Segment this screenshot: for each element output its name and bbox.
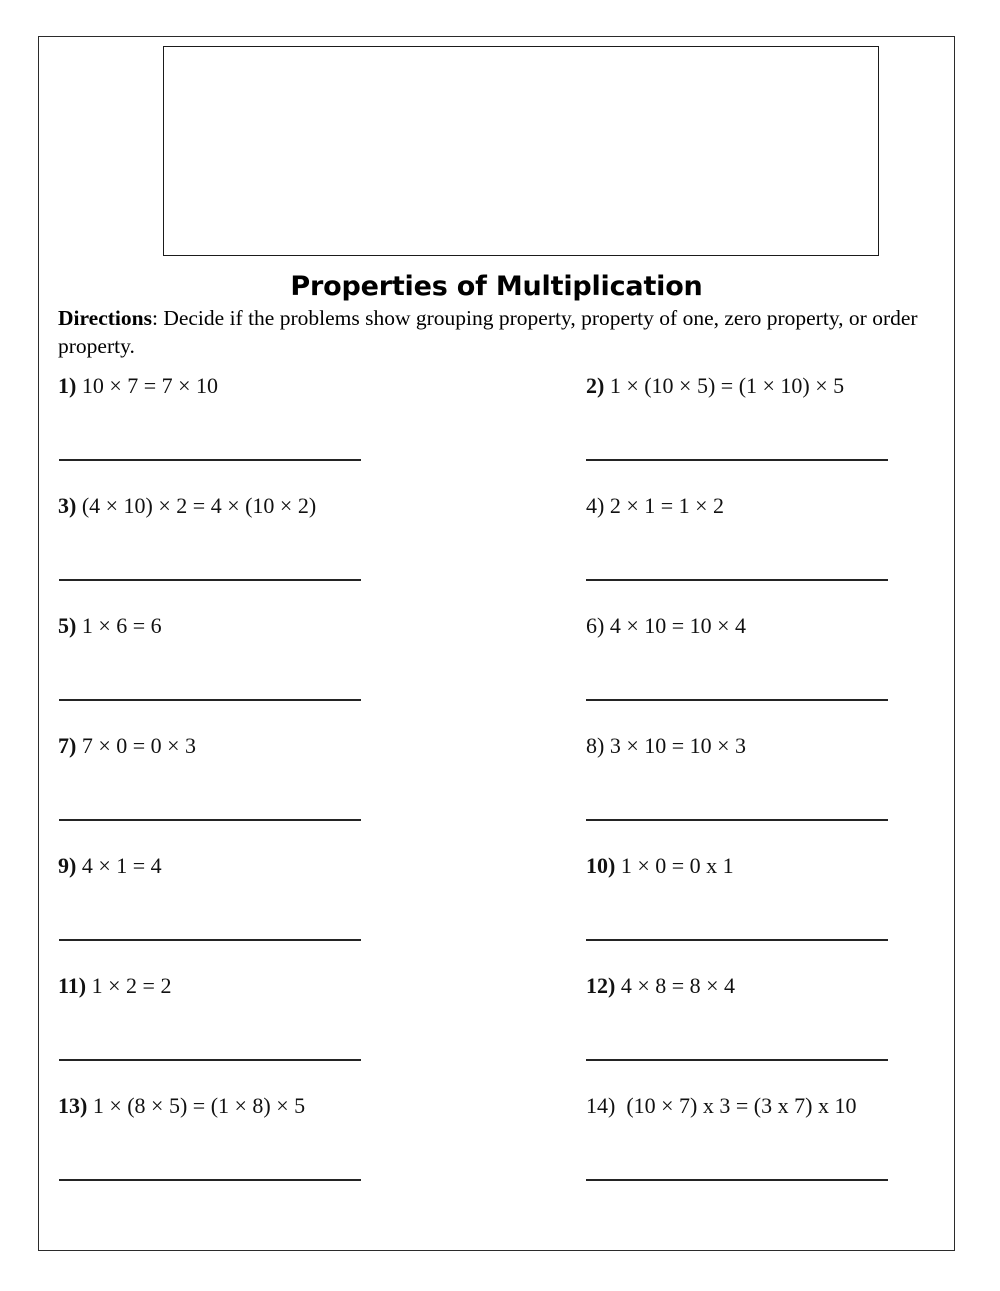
problem-cell-7 — [58, 733, 478, 853]
problem-number: 12) — [586, 973, 616, 998]
problem-12 — [586, 973, 735, 999]
directions-separator: : — [151, 306, 164, 330]
problem-expression: 1 × (10 × 5) = (1 × 10) × 5 — [604, 373, 845, 398]
problem-cell-6 — [586, 613, 1000, 733]
answer-line-2[interactable] — [586, 459, 888, 461]
answer-line-14[interactable] — [586, 1179, 888, 1181]
problem-expression: 10 × 7 = 7 × 10 — [76, 373, 219, 398]
directions-label: Directions — [58, 306, 152, 330]
problem-row — [39, 613, 956, 733]
problem-expression: 4 × 1 = 4 — [76, 853, 162, 878]
problem-grid — [39, 373, 956, 1213]
answer-line-9[interactable] — [59, 939, 361, 941]
problem-13 — [58, 1093, 305, 1119]
answer-line-3[interactable] — [59, 579, 361, 581]
problem-10 — [586, 853, 734, 879]
problem-expression: 2 × 1 = 1 × 2 — [604, 493, 725, 518]
problem-expression: 1 × (8 × 5) = (1 × 8) × 5 — [87, 1093, 306, 1118]
worksheet-page — [38, 36, 955, 1251]
answer-line-12[interactable] — [586, 1059, 888, 1061]
problem-cell-5 — [58, 613, 478, 733]
answer-line-7[interactable] — [59, 819, 361, 821]
problem-cell-12 — [586, 973, 1000, 1093]
problem-11 — [58, 973, 171, 999]
problem-row — [39, 853, 956, 973]
problem-row — [39, 493, 956, 613]
answer-line-8[interactable] — [586, 819, 888, 821]
answer-line-4[interactable] — [586, 579, 888, 581]
problem-expression: 1 × 2 = 2 — [86, 973, 172, 998]
problem-cell-3 — [58, 493, 478, 613]
answer-line-6[interactable] — [586, 699, 888, 701]
problem-row — [39, 973, 956, 1093]
problem-14 — [586, 1093, 856, 1119]
problem-number: 1) — [58, 373, 77, 398]
answer-line-5[interactable] — [59, 699, 361, 701]
problem-row — [39, 373, 956, 493]
problem-7 — [58, 733, 196, 759]
problem-cell-14 — [586, 1093, 1000, 1213]
problem-number: 7) — [58, 733, 77, 758]
problem-number: 3) — [58, 493, 77, 518]
problem-number: 9) — [58, 853, 77, 878]
problem-expression: 3 × 10 = 10 × 3 — [604, 733, 747, 758]
problem-cell-11 — [58, 973, 478, 1093]
problem-expression: (10 × 7) x 3 = (3 x 7) x 10 — [615, 1093, 857, 1118]
problem-8 — [586, 733, 746, 759]
answer-line-11[interactable] — [59, 1059, 361, 1061]
problem-cell-8 — [586, 733, 1000, 853]
problem-cell-4 — [586, 493, 1000, 613]
problem-2 — [586, 373, 844, 399]
problem-cell-10 — [586, 853, 1000, 973]
problem-cell-13 — [58, 1093, 478, 1213]
problem-4 — [586, 493, 724, 519]
problem-cell-1 — [58, 373, 478, 493]
problem-number: 10) — [586, 853, 616, 878]
problem-expression: 1 × 6 = 6 — [76, 613, 162, 638]
problem-number: 4) — [586, 493, 605, 518]
problem-number: 5) — [58, 613, 77, 638]
problem-number: 11) — [58, 973, 87, 998]
answer-line-1[interactable] — [59, 459, 361, 461]
page-title: Properties of Multiplication — [290, 271, 703, 302]
problem-6 — [586, 613, 746, 639]
problem-number: 14) — [586, 1093, 616, 1118]
problem-number: 2) — [586, 373, 605, 398]
problem-number: 8) — [586, 733, 605, 758]
problem-row — [39, 1093, 956, 1213]
problem-expression: 4 × 8 = 8 × 4 — [615, 973, 736, 998]
directions-text: Decide if the problems show grouping property, property of one, zero property, or order property. — [58, 306, 918, 358]
problem-expression: 7 × 0 = 0 × 3 — [76, 733, 197, 758]
name-date-header-box[interactable] — [163, 46, 879, 256]
problem-expression: 4 × 10 = 10 × 4 — [604, 613, 747, 638]
problem-cell-9 — [58, 853, 478, 973]
problem-9 — [58, 853, 162, 879]
directions — [58, 305, 933, 360]
problem-number: 13) — [58, 1093, 88, 1118]
problem-1 — [58, 373, 218, 399]
problem-5 — [58, 613, 162, 639]
problem-expression: 1 × 0 = 0 x 1 — [615, 853, 734, 878]
problem-cell-2 — [586, 373, 1000, 493]
answer-line-13[interactable] — [59, 1179, 361, 1181]
problem-expression: (4 × 10) × 2 = 4 × (10 × 2) — [76, 493, 317, 518]
problem-number: 6) — [586, 613, 605, 638]
problem-3 — [58, 493, 316, 519]
problem-row — [39, 733, 956, 853]
answer-line-10[interactable] — [586, 939, 888, 941]
